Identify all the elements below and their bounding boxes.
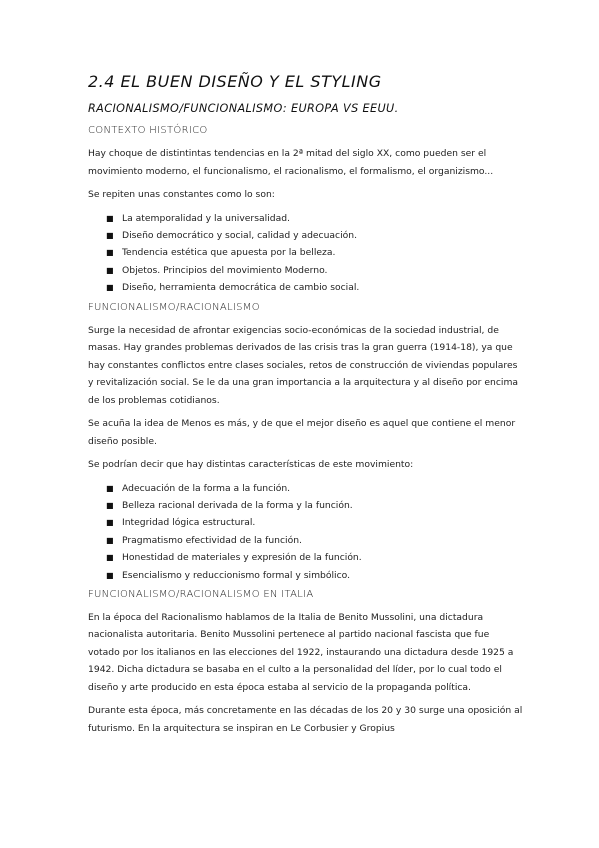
paragraph: Se acuña la idea de Menos es más, y de que el mejor diseño es aquel que contiene el menor diseño posible. <box>88 418 516 447</box>
bullet-list <box>88 480 523 584</box>
list-item-text: Objetos. Principios del movimiento Moderno. <box>122 264 328 276</box>
bullet-icon: ■ <box>106 265 114 275</box>
list-item <box>106 210 523 227</box>
list-item-text: Tendencia estética que apuesta por la belleza. <box>122 247 336 259</box>
paragraph: Durante esta época, más concretamente en las décadas de los 20 y 30 surge una oposición al futurismo. En la arquitectura se inspiran en Le Corbusier y Gropius <box>88 705 523 734</box>
list-item-text: La atemporalidad y la universalidad. <box>122 212 290 224</box>
list-item <box>106 227 523 244</box>
paragraph: Surge la necesidad de afrontar exigencias socio-económicas de la sociedad industrial, de masas. Hay grandes problemas derivados de las crisis tras la gran guerra (1914-18), ya que hay constantes conflictos entre clases sociales, retos de construcción de viviendas populares y revitalización social. Se le da una gran importancia a la arquitectura y al diseño por encima de los problemas cotidianos. <box>88 324 519 406</box>
section-heading-italia: FUNCIONALISMO/RACIONALISMO EN ITALIA <box>88 588 314 600</box>
bullet-icon: ■ <box>106 230 114 240</box>
bullet-icon: ■ <box>106 535 114 545</box>
list-item <box>106 549 523 566</box>
list-item-text: Adecuación de la forma a la función. <box>122 482 291 494</box>
document-title: 2.4 EL BUEN DISEÑO Y EL STYLING <box>88 72 382 91</box>
bullet-icon: ■ <box>106 518 114 528</box>
list-item <box>106 532 523 549</box>
section-heading-contexto: CONTEXTO HISTÓRICO <box>88 125 208 136</box>
document-page <box>88 72 523 743</box>
bullet-icon: ■ <box>106 553 114 563</box>
section-heading-funcionalismo: FUNCIONALISMO/RACIONALISMO <box>88 301 260 313</box>
bullet-icon: ■ <box>106 483 114 493</box>
bullet-icon: ■ <box>106 500 114 510</box>
list-item <box>106 497 523 514</box>
paragraph: En la época del Racionalismo hablamos de la Italia de Benito Mussolini, una dictadura nacionalista autoritaria. Benito Mussolini pertenece al partido nacional fascista que fue votado por los italianos en las elecciones del 1922, instaurando una dictadura desde 1925 a 1942. Dicha dictadura se basaba en el culto a la personalidad del líder, por lo cual todo el diseño y arte producido en esta época estaba al servicio de la propaganda política. <box>88 611 514 693</box>
list-item-text: Pragmatismo efectividad de la función. <box>122 534 302 546</box>
list-item <box>106 480 523 497</box>
paragraph: Hay choque de distintintas tendencias en la 2ª mitad del siglo XX, como pueden ser el movimiento moderno, el funcionalismo, el racionalismo, el formalismo, el organizismo... <box>88 148 494 177</box>
list-item-text: Honestidad de materiales y expresión de la función. <box>122 552 362 564</box>
list-item-text: Belleza racional derivada de la forma y la función. <box>122 499 353 511</box>
list-item-text: Esencialismo y reduccionismo formal y simbólico. <box>122 569 351 581</box>
bullet-icon: ■ <box>106 213 114 223</box>
list-item-text: Diseño democrático y social, calidad y adecuación. <box>122 229 358 241</box>
bullet-icon: ■ <box>106 570 114 580</box>
paragraph: Se podrían decir que hay distintas características de este movimiento: <box>88 459 414 471</box>
bullet-icon: ■ <box>106 283 114 293</box>
paragraph: Se repiten unas constantes como lo son: <box>88 189 275 200</box>
bullet-icon: ■ <box>106 248 114 258</box>
list-item <box>106 262 523 279</box>
list-item <box>106 514 523 531</box>
list-item-text: Diseño, herramienta democrática de cambio social. <box>122 282 360 294</box>
list-item <box>106 567 523 584</box>
document-subtitle: RACIONALISMO/FUNCIONALISMO: EUROPA VS EEUU. <box>88 102 399 115</box>
bullet-list <box>88 210 523 297</box>
list-item <box>106 279 523 296</box>
list-item-text: Integridad lógica estructural. <box>122 517 256 529</box>
list-item <box>106 244 523 261</box>
